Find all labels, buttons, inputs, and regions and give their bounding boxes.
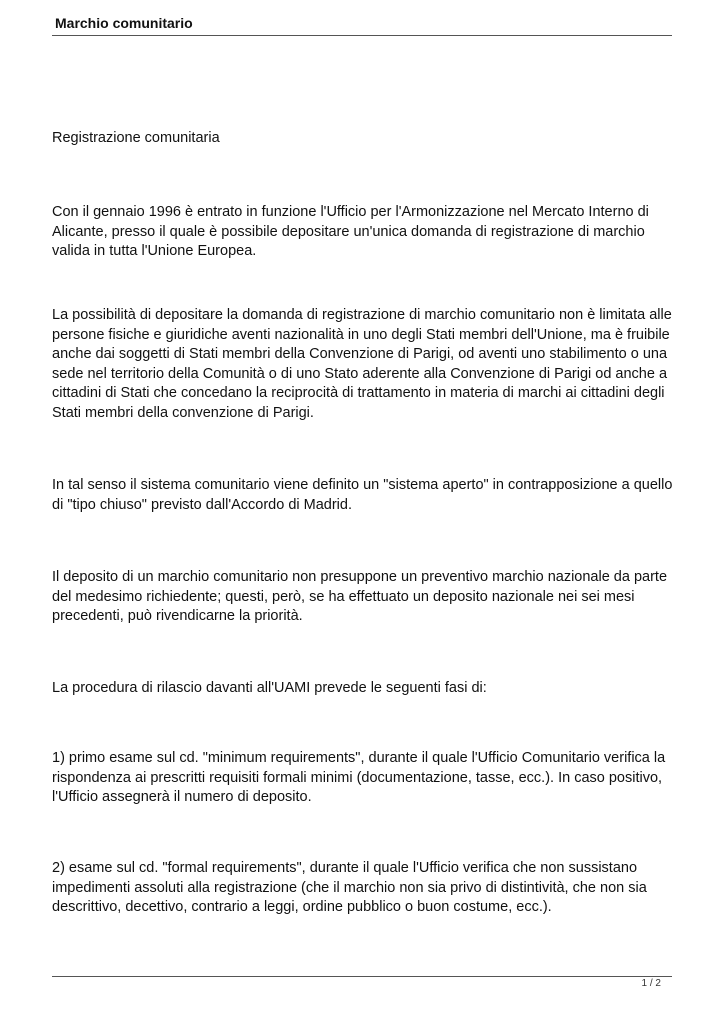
paragraph-6: 1) primo esame sul cd. "minimum requirements", durante il quale l'Ufficio Comunitario verifica la rispondenza ai prescritti requisiti formali minimi (documentazione, tasse, ecc.). In caso positivo, l'Ufficio assegnerà il numero di deposito. (52, 750, 666, 805)
paragraph-5: La procedura di rilascio davanti all'UAMI prevede le seguenti fasi di: (52, 680, 487, 696)
page-header-title: Marchio comunitario (55, 15, 193, 31)
section-heading: Registrazione comunitaria (52, 130, 220, 146)
paragraph-3: In tal senso il sistema comunitario viene definito un "sistema aperto" in contrapposizione a quello di "tipo chiuso" previsto dall'Accordo di Madrid. (52, 477, 673, 513)
footer-divider (52, 976, 672, 977)
page-number: 1 / 2 (641, 978, 661, 989)
paragraph-2: La possibilità di depositare la domanda di registrazione di marchio comunitario non è limitata alle persone fisiche e giuridiche aventi nazionalità in uno degli Stati membri dell'Unione, ma è fruibile anche dai soggetti di Stati membri della Convenzione di Parigi, od aventi uno stabilimento o una sede nel territorio della Comunità o di uno Stato aderente alla Convenzione di Parigi od anche a cittadini di Stati che concedano la reciprocità di trattamento in materia di marchi ai cittadini degli Stati membri della convenzione di Parigi. (52, 307, 672, 421)
header-divider (52, 35, 672, 36)
paragraph-1: Con il gennaio 1996 è entrato in funzione l'Ufficio per l'Armonizzazione nel Mercato Interno di Alicante, presso il quale è possibile depositare un'unica domanda di registrazione di marchio valida in tutta l'Unione Europea. (52, 204, 649, 259)
paragraph-7: 2) esame sul cd. "formal requirements", durante il quale l'Ufficio verifica che non sussistano impedimenti assoluti alla registrazione (che il marchio non sia privo di distintività, che non sia descrittivo, decettivo, contrario a leggi, ordine pubblico o buon costume, ecc.). (52, 860, 647, 915)
paragraph-4: Il deposito di un marchio comunitario non presuppone un preventivo marchio nazionale da parte del medesimo richiedente; questi, però, se ha effettuato un deposito nazionale nei sei mesi precedenti, può rivendicarne la priorità. (52, 569, 668, 624)
